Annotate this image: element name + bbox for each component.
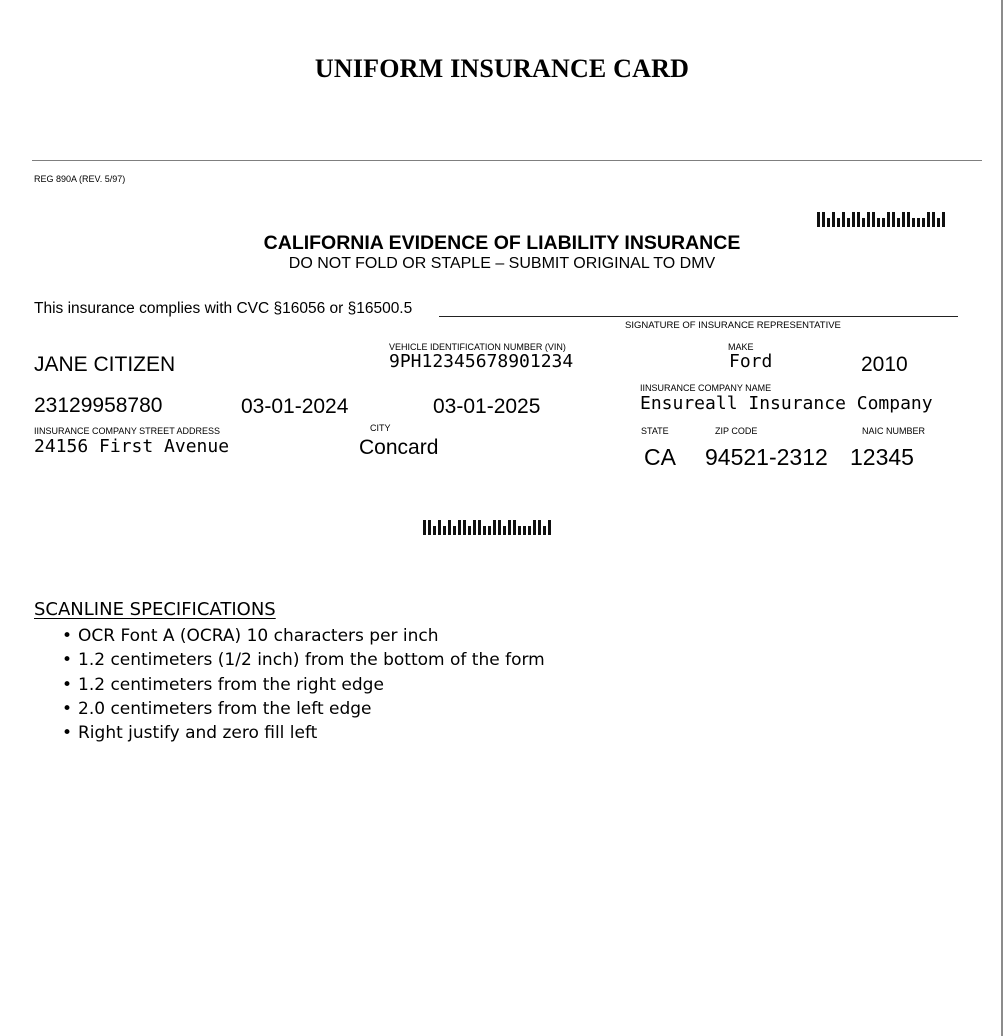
make-label: MAKE [728,342,754,352]
barcode-bar [458,520,461,535]
barcode-bar [518,526,521,535]
barcode-bar [872,212,875,227]
barcode-bar [473,520,476,535]
bullet-icon: • [62,626,73,646]
make-value: Ford [729,351,773,372]
company-name-label: IINSURANCE COMPANY NAME [640,383,772,393]
card-title: CALIFORNIA EVIDENCE OF LIABILITY INSURANCE [263,232,741,254]
street-address-value: 24156 First Avenue [34,436,230,457]
barcode-bar [917,218,920,227]
barcode-bar [543,526,546,535]
barcode-bar [857,212,860,227]
form-number: REG 890A (REV. 5/97) [34,174,126,184]
scanline-item-text: OCR Font A (OCRA) 10 characters per inch [78,626,439,646]
naic-number-value: 12345 [850,444,914,470]
card-subtitle: DO NOT FOLD OR STAPLE – SUBMIT ORIGINAL TO DMV [288,255,716,272]
barcode-bar [817,212,820,227]
expiration-date: 03-01-2025 [433,395,541,418]
scanline-item-text: Right justify and zero fill left [78,723,318,744]
vin-value: 9PH12345678901234 [389,351,574,372]
barcode-bar [533,520,536,535]
barcode-bar [842,212,845,227]
scanline-title: SCANLINE SPECIFICATIONS [34,599,276,620]
city-label: CITY [370,423,391,433]
bullet-icon: • [62,650,73,671]
page-border [1001,0,1003,1036]
insured-name: JANE CITIZEN [34,353,176,376]
barcode-bar [523,526,526,535]
scanline-item [62,673,545,697]
barcode-bar [483,526,486,535]
scanline-item [62,697,545,721]
signature-label: SIGNATURE OF INSURANCE REPRESENTATIVE [625,320,841,331]
barcode-bar [433,526,436,535]
barcode-top [817,211,945,227]
header-divider [32,160,982,161]
effective-date: 03-01-2024 [241,395,349,418]
barcode-bar [463,520,466,535]
barcode-bar [508,520,511,535]
barcode-bar [448,520,451,535]
bullet-icon: • [62,723,73,744]
scanline-item-text: 1.2 centimeters from the right edge [78,674,384,695]
barcode-bar [428,520,431,535]
barcode-bar [478,520,481,535]
barcode-bar [423,520,426,535]
bullet-icon: • [62,698,73,719]
barcode-bar [892,212,895,227]
barcode-bar [847,218,850,227]
scanline-item [62,624,545,648]
compliance-statement: This insurance complies with CVC §16056 or §16500.5 [34,300,413,317]
barcode-bar [438,520,441,535]
state-label: STATE [641,426,669,436]
scanline-list [62,624,545,745]
policy-number: 23129958780 [34,394,163,417]
bullet-icon: • [62,674,73,695]
barcode-bar [887,212,890,227]
street-address-label: IINSURANCE COMPANY STREET ADDRESS [34,426,221,436]
barcode-bar [932,212,935,227]
barcode-bar [493,520,496,535]
barcode-bar [498,520,501,535]
barcode-bar [912,218,915,227]
barcode-bottom [423,519,551,535]
zip-code-label: ZIP CODE [715,426,758,436]
signature-line [439,316,958,317]
barcode-bar [852,212,855,227]
barcode-bar [937,218,940,227]
barcode-bar [927,212,930,227]
naic-number-label: NAIC NUMBER [862,426,926,436]
barcode-bar [443,526,446,535]
barcode-bar [503,526,506,535]
barcode-bar [548,520,551,535]
barcode-bar [453,526,456,535]
vin-label: VEHICLE IDENTIFICATION NUMBER (VIN) [389,342,566,352]
barcode-bar [827,218,830,227]
barcode-bar [907,212,910,227]
document-title: UNIFORM INSURANCE CARD [314,54,690,83]
barcode-bar [902,212,905,227]
state-value: CA [644,444,676,470]
barcode-bar [837,218,840,227]
barcode-bar [862,218,865,227]
barcode-bar [897,218,900,227]
zip-code-value: 94521-2312 [705,444,828,470]
scanline-item [62,648,545,672]
barcode-bar [942,212,945,227]
barcode-bar [867,212,870,227]
scanline-item-text: 1.2 centimeters (1/2 inch) from the bottom of the form [78,650,545,671]
vehicle-year: 2010 [861,353,908,376]
company-name-value: Ensureall Insurance Company [640,393,933,414]
city-value: Concard [359,436,439,459]
barcode-bar [832,212,835,227]
barcode-bar [468,526,471,535]
scanline-item-text: 2.0 centimeters from the left edge [78,698,372,719]
scanline-item [62,721,545,745]
barcode-bar [877,218,880,227]
barcode-bar [538,520,541,535]
barcode-bar [922,218,925,227]
barcode-bar [882,218,885,227]
barcode-bar [488,526,491,535]
barcode-bar [513,520,516,535]
barcode-bar [822,212,825,227]
barcode-bar [528,526,531,535]
